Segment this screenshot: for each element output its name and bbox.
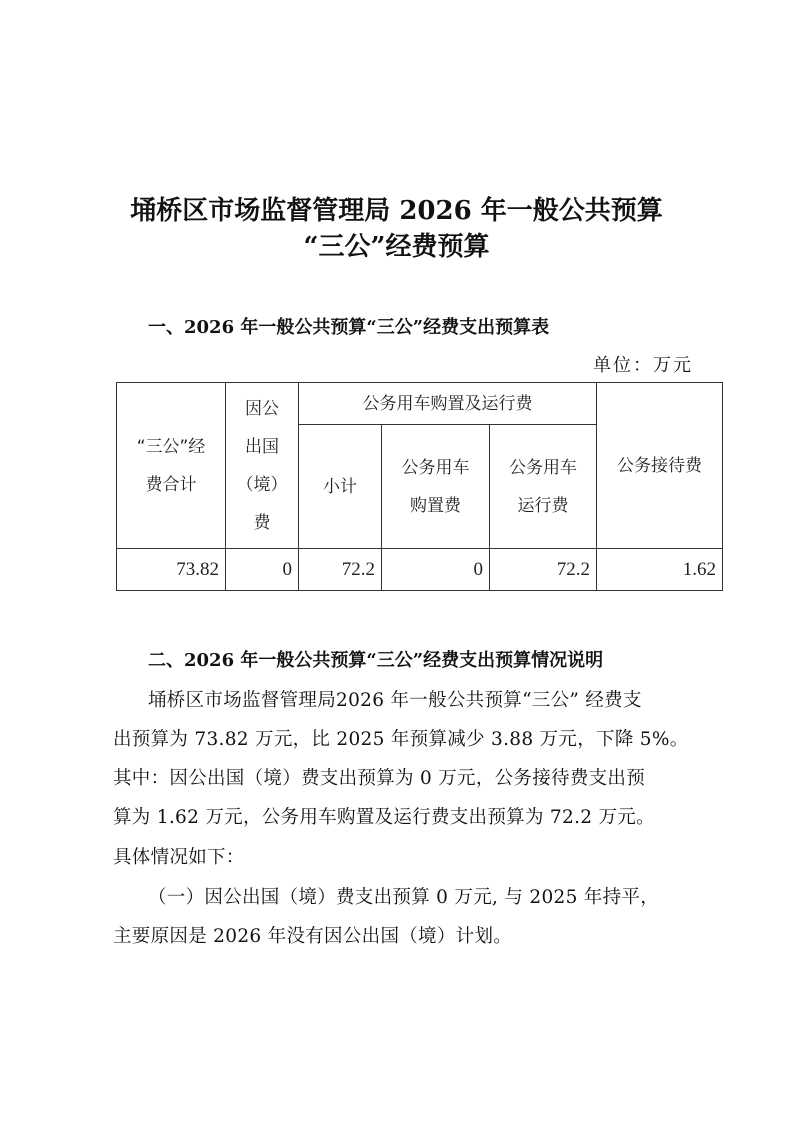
cell-purchase: 0 [382,549,490,591]
header-text: 因公 [245,398,279,419]
header-total [117,383,226,549]
header-text: 费 [253,512,271,533]
header-text: 费合计 [145,474,197,495]
cell-subtotal: 72.2 [299,549,382,591]
header-vehicle-group: 公务用车购置及运行费 [299,383,597,425]
header-subtotal: 小计 [299,425,382,549]
unit-label: 单位：万元 [593,355,693,376]
cell-total: 73.82 [117,549,226,591]
cell-reception: 1.62 [597,549,723,591]
paragraph-line: （一）因公出国（境）费支出预算 0 万元, 与 2025 年持平， [148,887,660,908]
document-title-line2: “三公”经费预算 [303,232,490,262]
paragraph-line: 其中：因公出国（境）费支出预算为 0 万元，公务接待费支出预 [113,768,646,789]
paragraph-line: 出预算为 73.82 万元，比 2025 年预算减少 3.88 万元，下降 5%。 [113,729,689,750]
header-abroad [226,383,299,549]
budget-table [116,382,723,591]
paragraph-line: 具体情况如下： [113,847,245,868]
header-text: 购置费 [410,495,461,516]
header-text: 公务用车 [401,457,470,478]
header-text: 公务用车 [509,457,577,478]
header-text: “三公”经 [136,436,206,457]
paragraph-line: 主要原因是 2026 年没有因公出国（境）计划。 [113,926,513,947]
table-row [117,549,723,591]
header-text: 出国 [245,436,279,457]
header-purchase [382,425,490,549]
cell-operation: 72.2 [490,549,597,591]
header-text: （境） [236,474,288,495]
header-operation [490,425,597,549]
header-text: 运行费 [517,495,569,516]
section1-heading: 一、2026 年一般公共预算“三公”经费支出预算表 [148,317,550,338]
paragraph-line: 埇桥区市场监督管理局2026 年一般公共预算“三公” 经费支 [148,690,642,711]
document-title-line1: 埇桥区市场监督管理局 2026 年一般公共预算 [130,196,663,226]
section2-heading: 二、2026 年一般公共预算“三公”经费支出预算情况说明 [148,650,604,671]
cell-abroad: 0 [226,549,299,591]
header-reception: 公务接待费 [597,383,723,549]
paragraph-line: 算为 1.62 万元，公务用车购置及运行费支出预算为 72.2 万元。 [113,807,655,828]
